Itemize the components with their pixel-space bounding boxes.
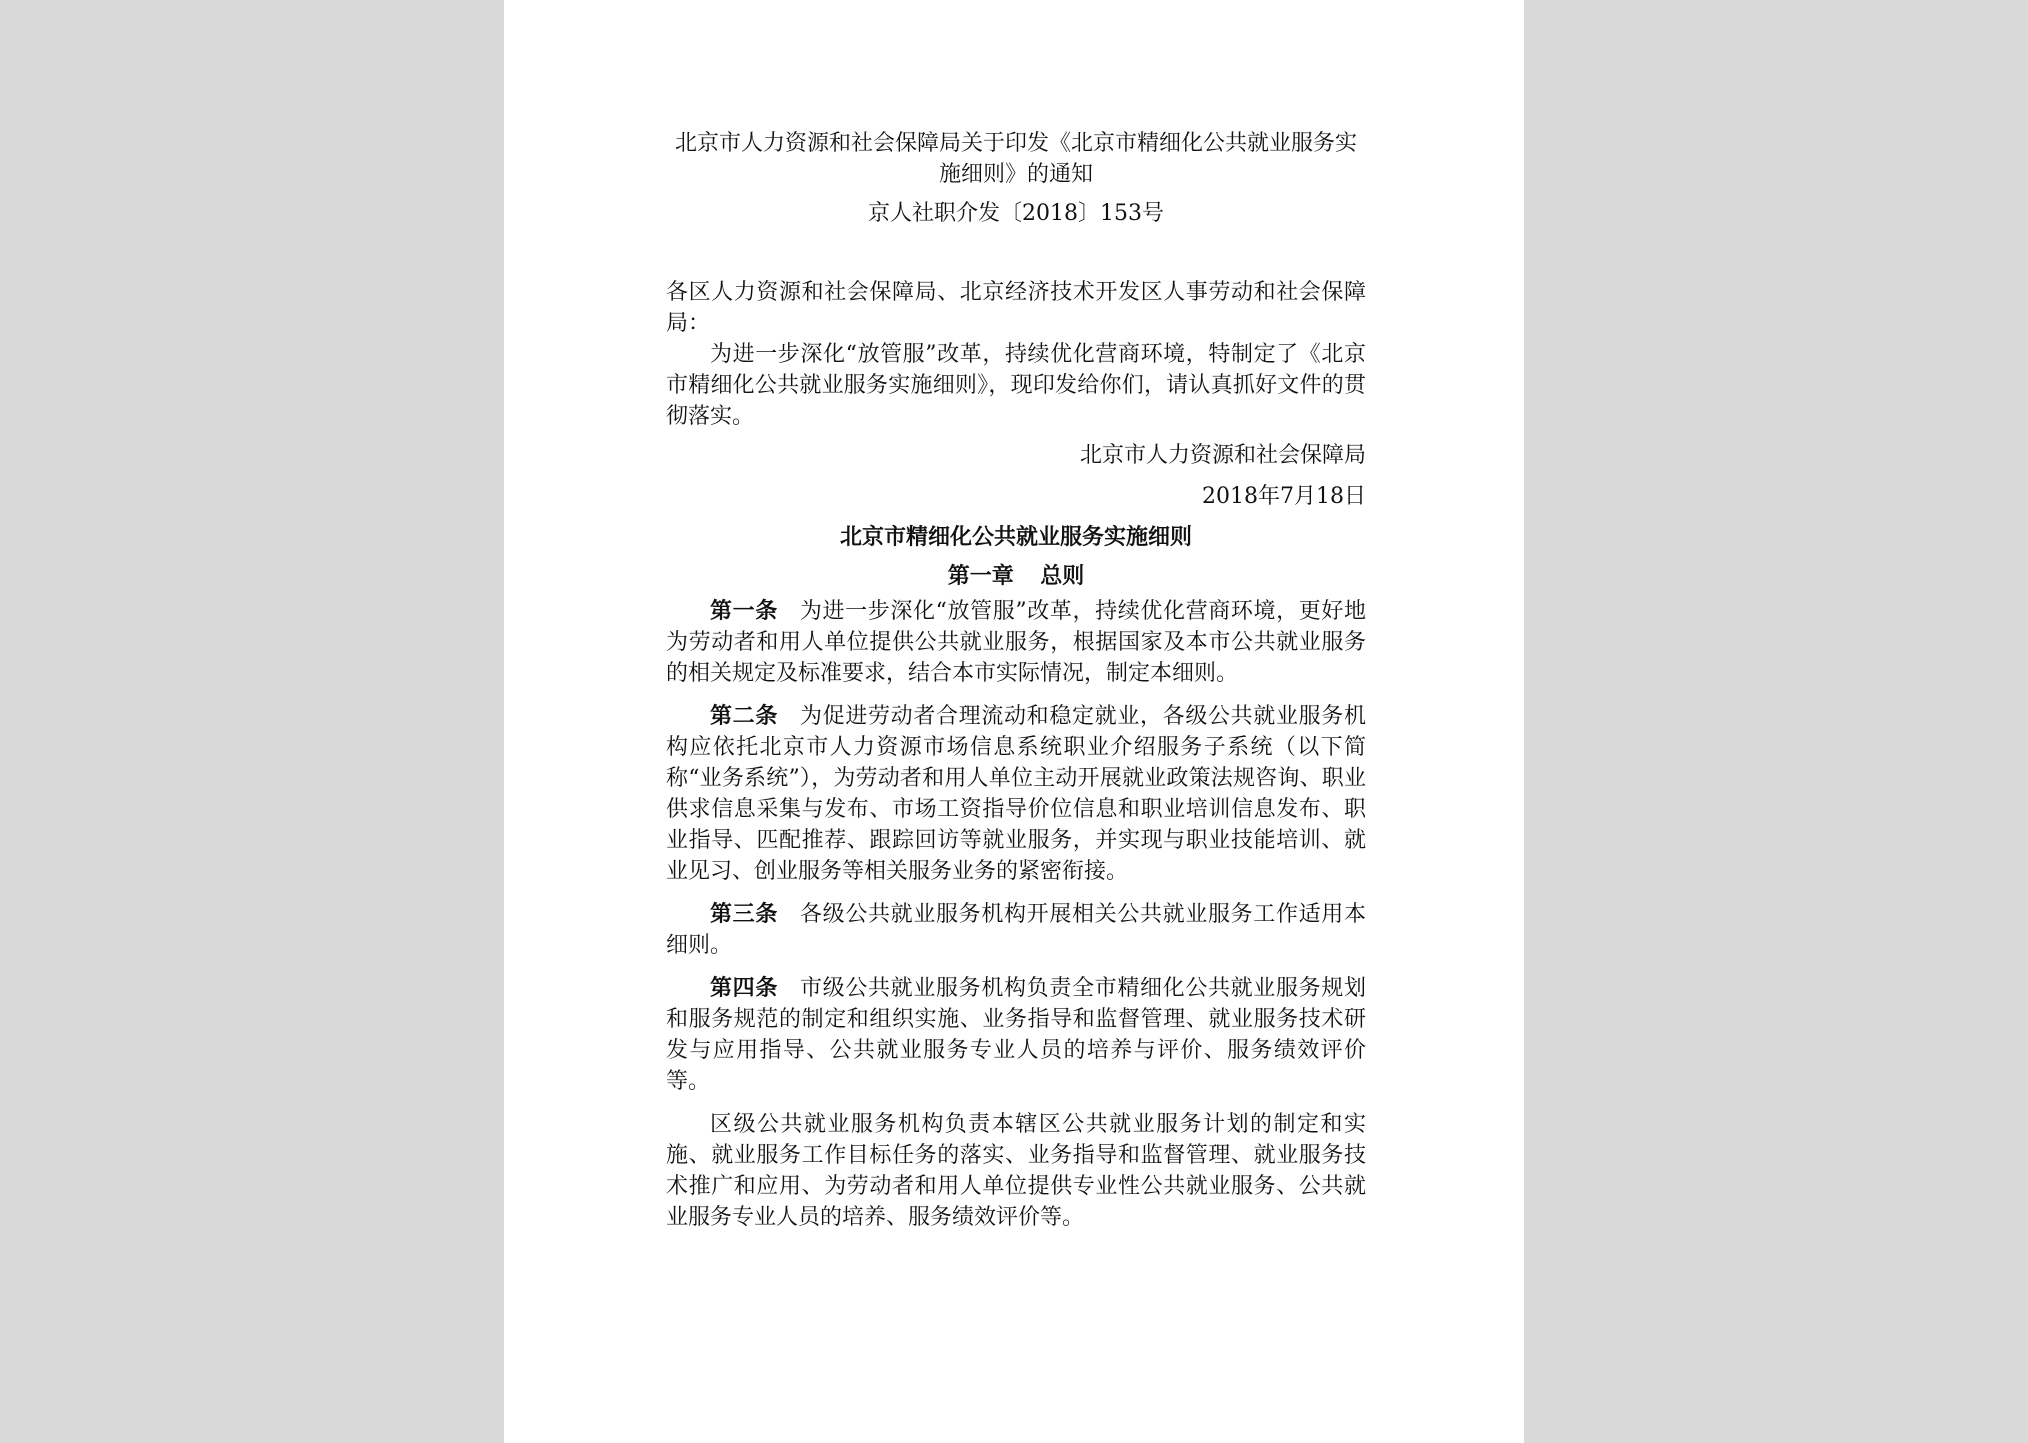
article-2 <box>666 701 1366 887</box>
article-3 <box>666 899 1366 961</box>
document-page <box>504 0 1524 1443</box>
notice-title: 北京市人力资源和社会保障局关于印发《北京市精细化公共就业服务实施细则》的通知 <box>674 131 1357 187</box>
article-1 <box>666 596 1366 689</box>
issue-date: 2018年7月18日 <box>1202 484 1366 509</box>
document-content <box>666 128 1366 1233</box>
article-label: 第四条 <box>710 975 778 1001</box>
chapter-number: 第一章 <box>947 563 1014 589</box>
chapter-title: 总则 <box>1040 563 1085 589</box>
addressee: 各区人力资源和社会保障局、北京经济技术开发区人事劳动和社会保障局： <box>666 280 1366 336</box>
article-label: 第三条 <box>710 901 778 927</box>
article-text: 为进一步深化“放管服”改革，持续优化营商环境，更好地为劳动者和用人单位提供公共就业服务，根据国家及本市公共就业服务的相关规定及标准要求，结合本市实际情况，制定本细则。 <box>666 599 1366 686</box>
article-4 <box>666 973 1366 1097</box>
document-number: 京人社职介发〔2018〕153号 <box>868 201 1164 226</box>
article-text: 各级公共就业服务机构开展相关公共就业服务工作适用本细则。 <box>666 902 1366 958</box>
article-4-paragraph-2: 区级公共就业服务机构负责本辖区公共就业服务计划的制定和实施、就业服务工作目标任务的落实、业务指导和监督管理、就业服务技术推广和应用、为劳动者和用人单位提供专业性公共就业服务、公共就业服务专业人员的培养、服务绩效评价等。 <box>666 1112 1366 1230</box>
article-label: 第二条 <box>710 703 778 729</box>
article-label: 第一条 <box>710 598 778 624</box>
notice-body: 为进一步深化“放管服”改革，持续优化营商环境，特制定了《北京市精细化公共就业服务实施细则》，现印发给你们，请认真抓好文件的贯彻落实。 <box>666 342 1366 429</box>
article-text: 市级公共就业服务机构负责全市精细化公共就业服务规划和服务规范的制定和组织实施、业务指导和监督管理、就业服务技术研发与应用指导、公共就业服务专业人员的培养与评价、服务绩效评价等。 <box>666 976 1366 1094</box>
signer: 北京市人力资源和社会保障局 <box>1079 443 1366 468</box>
article-text: 为促进劳动者合理流动和稳定就业，各级公共就业服务机构应依托北京市人力资源市场信息系统职业介绍服务子系统（以下简称“业务系统”），为劳动者和用人单位主动开展就业政策法规咨询、职业供求信息采集与发布、市场工资指导价位信息和职业培训信息发布、职业指导、匹配推荐、跟踪回访等就业服务，并实现与职业技能培训、就业见习、创业服务等相关服务业务的紧密衔接。 <box>666 704 1366 884</box>
rules-title: 北京市精细化公共就业服务实施细则 <box>839 524 1192 550</box>
chapter-heading <box>666 561 1366 592</box>
